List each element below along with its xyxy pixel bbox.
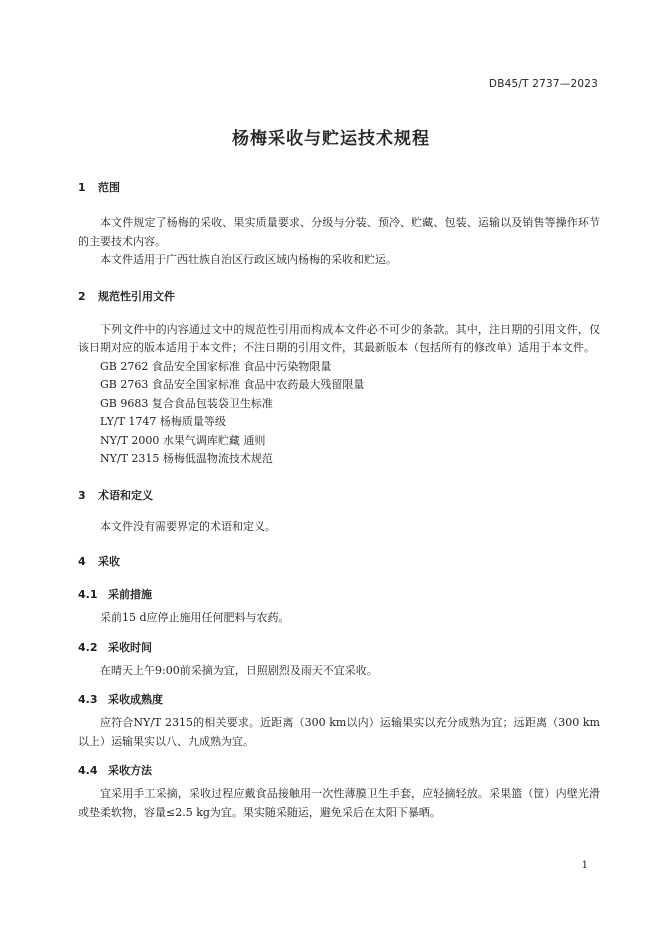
section-1-heading [78, 180, 600, 196]
section-4-title: 采收 [98, 555, 120, 568]
page-number: 1 [581, 860, 588, 871]
section-3-heading [78, 488, 600, 504]
subsection-4-3-title: 采收成熟度 [108, 693, 163, 706]
section-2-heading [78, 289, 600, 305]
subsection-4-3-heading [78, 692, 600, 708]
subsection-4-4-number: 4.4 [78, 764, 98, 777]
subsection-4-2-heading [78, 640, 600, 656]
subsection-4-2-number: 4.2 [78, 640, 98, 654]
reference-item: NY/T 2315 杨梅低温物流技术规范 [100, 452, 273, 465]
reference-item: GB 2762 食品安全国家标准 食品中污染物限量 [100, 359, 332, 373]
doc-code: DB45/T 2737—2023 [488, 78, 598, 90]
reference-item: NY/T 2000 水果气调库贮藏 通则 [100, 433, 266, 447]
subsection-4-4-para: 宜采用手工采摘，采收过程应戴食品接触用一次性薄膜卫生手套，应轻摘轻放。采果篮（筐）内壁光滑或垫柔软物，容量≤2.5 kg为宜。果实随采随运，避免采后在太阳下暴晒。 [78, 787, 600, 819]
subsection-4-3-para: 应符合NY/T 2315的相关要求。近距离（300 km以内）运输果实以充分成熟为宜；远距离（300 km以上）运输果实以八、九成熟为宜。 [78, 716, 600, 748]
subsection-4-2-para: 在晴天上午9:00前采摘为宜，日照剧烈及雨天不宜采收。 [100, 663, 378, 677]
section-1-para-2: 本文件适用于广西壮族自治区行政区域内杨梅的采收和贮运。 [100, 253, 397, 266]
subsection-4-3-number: 4.3 [78, 693, 98, 706]
reference-item: LY/T 1747 杨梅质量等级 [100, 415, 226, 428]
section-3-title: 术语和定义 [98, 488, 153, 502]
section-1-number: 1 [78, 181, 86, 194]
section-2-title: 规范性引用文件 [98, 289, 175, 303]
subsection-4-1-para: 采前15 d应停止施用任何肥料与农药。 [100, 611, 290, 624]
section-1-title: 范围 [98, 181, 120, 194]
reference-list [78, 358, 600, 469]
section-2-number: 2 [78, 289, 86, 303]
document-body [78, 180, 600, 822]
subsection-4-4-heading [78, 763, 600, 779]
subsection-4-1-number: 4.1 [78, 588, 98, 601]
subsection-4-2-title: 采收时间 [108, 640, 152, 654]
reference-item: GB 9683 复合食品包装袋卫生标准 [100, 396, 273, 410]
section-1-para-1: 本文件规定了杨梅的采收、果实质量要求、分级与分装、预冷、贮藏、包装、运输以及销售等操作环节的主要技术内容。 [78, 216, 600, 248]
section-4-number: 4 [78, 555, 86, 568]
section-3-para-1: 本文件没有需要界定的术语和定义。 [100, 519, 276, 533]
section-2-para-1: 下列文件中的内容通过文中的规范性引用而构成本文件必不可少的条款。其中，注日期的引用文件，仅该日期对应的版本适用于本文件；不注日期的引用文件，其最新版本（包括所有的修改单）适用于本文件。 [78, 322, 600, 354]
reference-item: GB 2763 食品安全国家标准 食品中农药最大残留限量 [100, 378, 365, 391]
subsection-4-1-title: 采前措施 [108, 588, 152, 601]
page-title: 杨梅采收与贮运技术规程 [232, 129, 430, 149]
subsection-4-4-title: 采收方法 [108, 764, 152, 777]
section-4-heading [78, 554, 600, 570]
section-3-number: 3 [78, 488, 86, 502]
subsection-4-1-heading [78, 587, 600, 603]
